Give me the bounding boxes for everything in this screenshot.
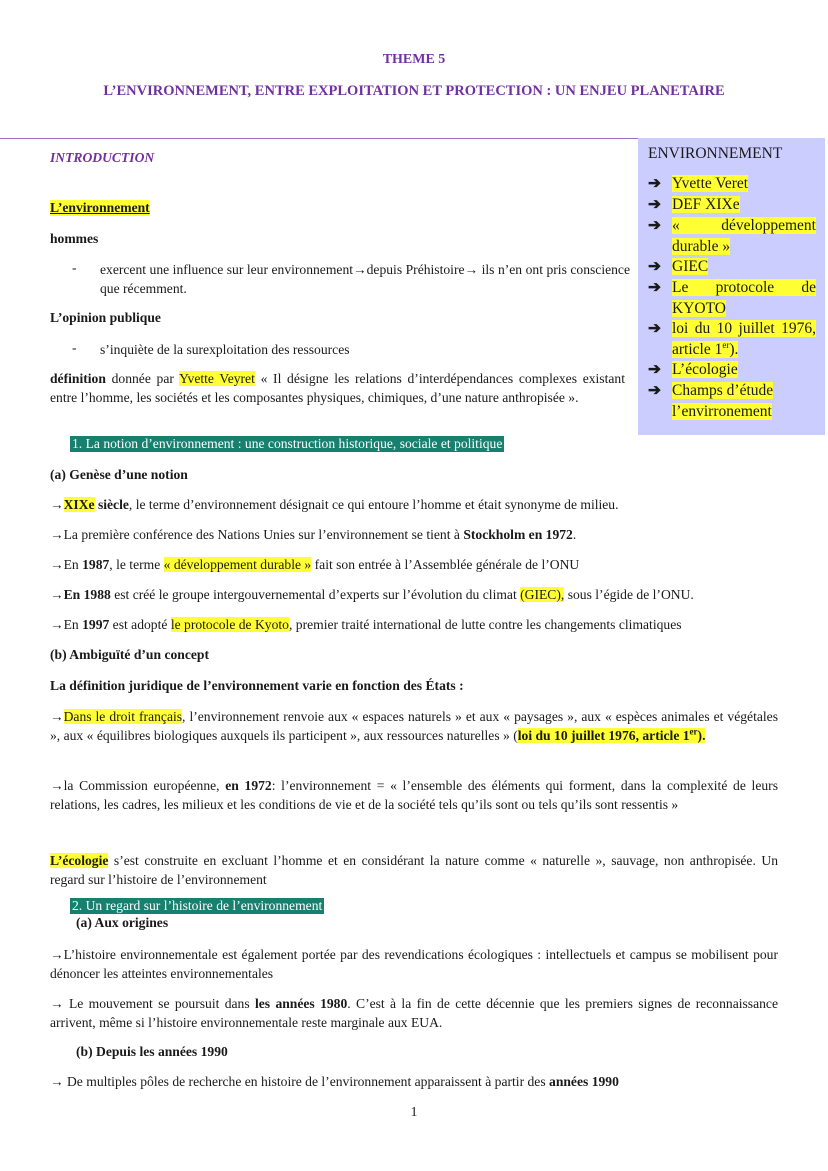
paragraph: →La première conférence des Nations Unies sur l’environnement se tient à Stockholm en 1972.	[50, 527, 577, 542]
sidebar-item: ➔ « développement durable »	[648, 217, 816, 255]
sidebar-item: ➔ GIEC	[648, 257, 816, 278]
arrow-icon: ➔	[648, 320, 661, 337]
paragraph: →Dans le droit français, l’environnement renvoie aux « espaces naturels » et aux « paysages », aux « espèces animales et végétales », aux « équilibres biologiques auxquels ils participent », aux ressources naturelles » (loi du 10 juillet 1976, article 1er).	[50, 709, 778, 743]
opinion-label: L’opinion publique	[50, 310, 161, 325]
bullet-dash: -	[72, 260, 77, 275]
sidebar-title: ENVIRONNEMENT	[648, 145, 783, 162]
header-divider	[0, 138, 640, 139]
bullet-dash: -	[72, 340, 77, 355]
arrow-icon: ➔	[648, 382, 661, 399]
arrow-icon: ➔	[648, 279, 661, 296]
sidebar-item: ➔ Le protocole de KYOTO	[648, 279, 816, 317]
sidebar-item: ➔ loi du 10 juillet 1976, article 1er).	[648, 320, 816, 358]
sidebar-item: ➔ Yvette Veret	[648, 174, 816, 195]
page-number: 1	[410, 1104, 418, 1119]
juridique-heading: La définition juridique de l’environnement varie en fonction des États :	[50, 678, 464, 693]
arrow-icon: ➔	[648, 217, 661, 234]
hommes-label: hommes	[50, 231, 99, 246]
paragraph: →XIXe siècle, le terme d’environnement désignait ce qui entoure l’homme et était synonyme de milieu.	[50, 497, 619, 512]
paragraph: →En 1997 est adopté le protocole de Kyoto, premier traité international de lutte contre les changements climatiques	[50, 617, 682, 632]
section-1b-heading: (b) Ambiguïté d’un concept	[50, 647, 209, 662]
paragraph: L’écologie s’est construite en excluant l’homme et en considérant la nature comme « naturelle », sauvage, non anthropisée. Un regard sur l’histoire de l’environnement	[50, 853, 778, 887]
arrow-icon: ➔	[648, 361, 661, 378]
section-2-heading: 2. Un regard sur l’histoire de l’environnement	[72, 898, 323, 913]
theme-label: THEME 5	[382, 52, 446, 67]
arrow-icon: ➔	[648, 196, 661, 213]
section-2b-heading: (b) Depuis les années 1990	[76, 1044, 228, 1059]
paragraph: →la Commission européenne, en 1972: l’environnement = « l’ensemble des éléments qui forment, dans la complexité de leurs relations, les cadres, les milieux et les conditions de vie et de la société tels qu’ils sont ou tels qu’ils sont ressentis »	[50, 778, 778, 812]
paragraph: →L’histoire environnementale est également portée par des revendications écologiques : intellectuels et campus se mobilisent pour dénoncer les atteintes environnementales	[50, 947, 778, 981]
page-title: L’ENVIRONNEMENT, ENTRE EXPLOITATION ET PROTECTION : UN ENJEU PLANETAIRE	[103, 83, 725, 99]
hommes-bullet: exercent une influence sur leur environnement→depuis Préhistoire→ ils n’en ont pris conscience que récemment.	[100, 262, 630, 296]
sidebar-item: ➔ Champs d’étude l’envirronement	[648, 382, 774, 420]
section-1-heading: 1. La notion d’environnement : une construction historique, sociale et politique	[72, 436, 503, 451]
paragraph: → Le mouvement se poursuit dans les années 1980. C’est à la fin de cette décennie que les premiers signes de reconnaissance arrivent, même si l’histoire environnementale reste marginale aux EUA.	[50, 996, 778, 1030]
opinion-bullet: s’inquiète de la surexploitation des ressources	[100, 342, 350, 357]
arrow-icon: ➔	[648, 175, 661, 192]
env-heading: L’environnement	[50, 200, 150, 215]
paragraph: → De multiples pôles de recherche en histoire de l’environnement apparaissent à partir des années 1990	[50, 1074, 619, 1089]
section-1a-heading: (a) Genèse d’une notion	[50, 467, 188, 482]
sidebar-item: ➔ L’écologie	[648, 360, 816, 381]
sidebar-item: ➔ DEF XIXe	[648, 195, 816, 216]
intro-heading: INTRODUCTION	[50, 150, 155, 165]
arrow-icon: ➔	[648, 258, 661, 275]
paragraph: →En 1988 est créé le groupe intergouvernemental d’experts sur l’évolution du climat (GIEC), sous l’égide de l’ONU.	[50, 587, 694, 602]
definition-paragraph: définition donnée par Yvette Veyret « Il désigne les relations d’interdépendances complexes existant entre l’homme, les sociétés et les composantes physiques, chimiques, d’une nature anthropisée ».	[50, 371, 625, 405]
section-2a-heading: (a) Aux origines	[76, 915, 169, 930]
paragraph: →En 1987, le terme « développement durable » fait son entrée à l’Assemblée générale de l’ONU	[50, 557, 580, 572]
